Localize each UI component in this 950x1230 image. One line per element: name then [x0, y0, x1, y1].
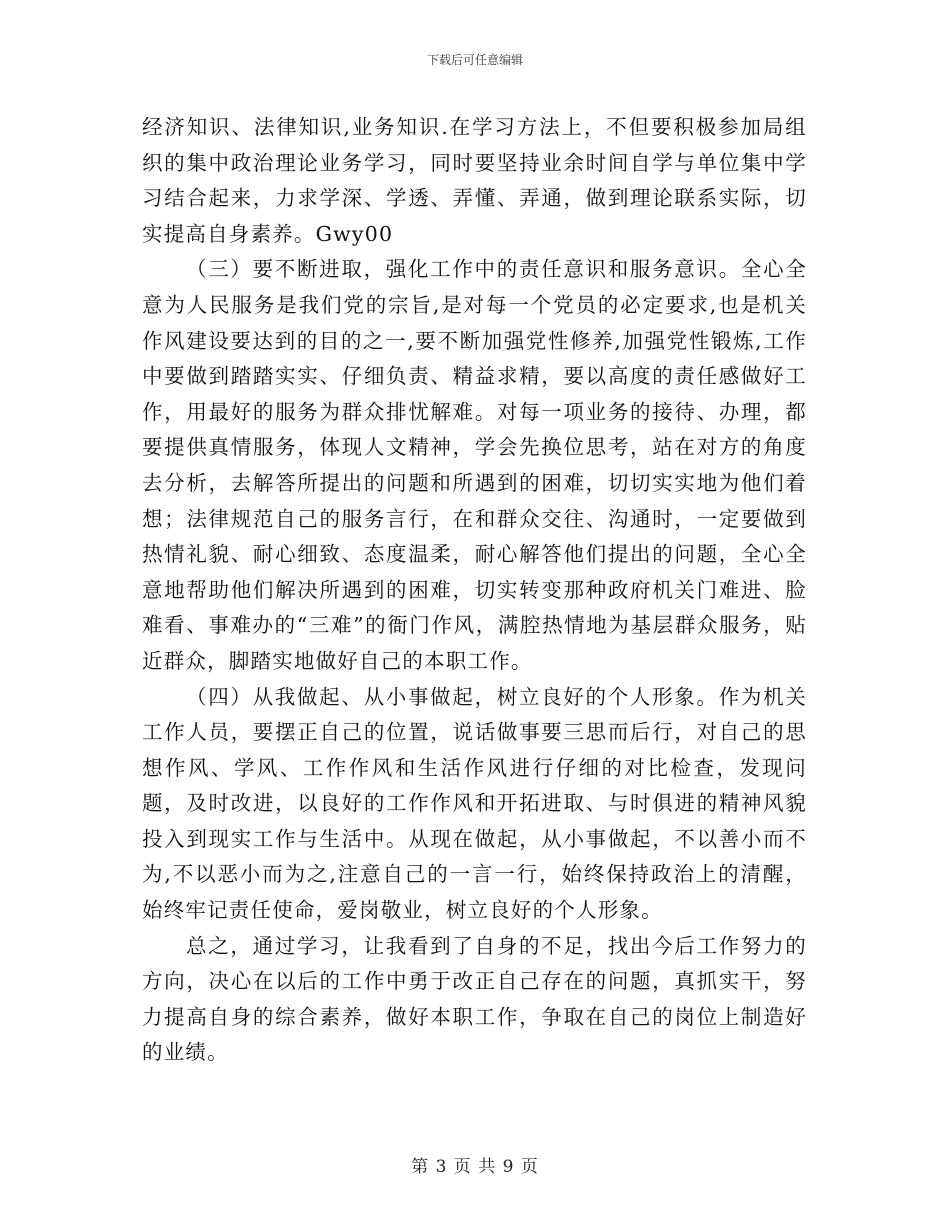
page-number-footer: 第 3 页 共 9 页: [411, 1157, 539, 1177]
paragraph-section-three: （三）要不断进取，强化工作中的责任意识和服务意识。全心全意为人民服务是我们党的宗旨,是对每一个党员的必定要求,也是机关作风建设要达到的目的之一,要不断加强党性修养,加强党性锻炼,工作中要做到踏踏实实、仔细负责、精益求精，要以高度的责任感做好工作，用最好的服务为群众排忧解难。对每一项业务的接待、办理，都要提供真情服务，体现人文精神，学会先换位思考，站在对方的角度去分析，去解答所提出的问题和所遇到的困难，切切实实地为他们着想；法律规范自己的服务言行，在和群众交往、沟通时，一定要做到热情礼貌、耐心细致、态度温柔，耐心解答他们提出的问题，全心全意地帮助他们解决所遇到的困难，切实转变那种政府机关门难进、脸难看、事难办的“三难”的衙门作风，满腔热情地为基层群众服务，贴近群众，脚踏实地做好自己的本职工作。: [142, 257, 807, 673]
page-header: 下载后可任意编辑: [426, 53, 523, 67]
paragraph-continued-knowledge: 经济知识、法律知识,业务知识.在学习方法上，不但要积极参加局组织的集中政治理论业务学习，同时要坚持业余时间自学与单位集中学习结合起来，力求学深、学透、弄懂、弄通，做到理论联系实际，切实提高自身素养。Gwy00: [142, 115, 807, 246]
paragraph-section-four: （四）从我做起、从小事做起，树立良好的个人形象。作为机关工作人员，要摆正自己的位置，说话做事要三思而后行，对自己的思想作风、学风、工作作风和生活作风进行仔细的对比检查，发现问题，及时改进，以良好的工作作风和开拓进取、与时俱进的精神风貌投入到现实工作与生活中。从现在做起，从小事做起，不以善小而不为,不以恶小而为之,注意自己的一言一行，始终保持政治上的清醒，始终牢记责任使命，爱岗敬业，树立良好的个人形象。: [142, 684, 807, 923]
document-body: [142, 110, 807, 1071]
paragraph-conclusion: 总之，通过学习，让我看到了自身的不足，找出今后工作努力的方向，决心在以后的工作中勇于改正自己存在的问题，真抓实干，努力提高自身的综合素养，做好本职工作，争取在自己的岗位上制造好的业绩。: [142, 933, 807, 1065]
